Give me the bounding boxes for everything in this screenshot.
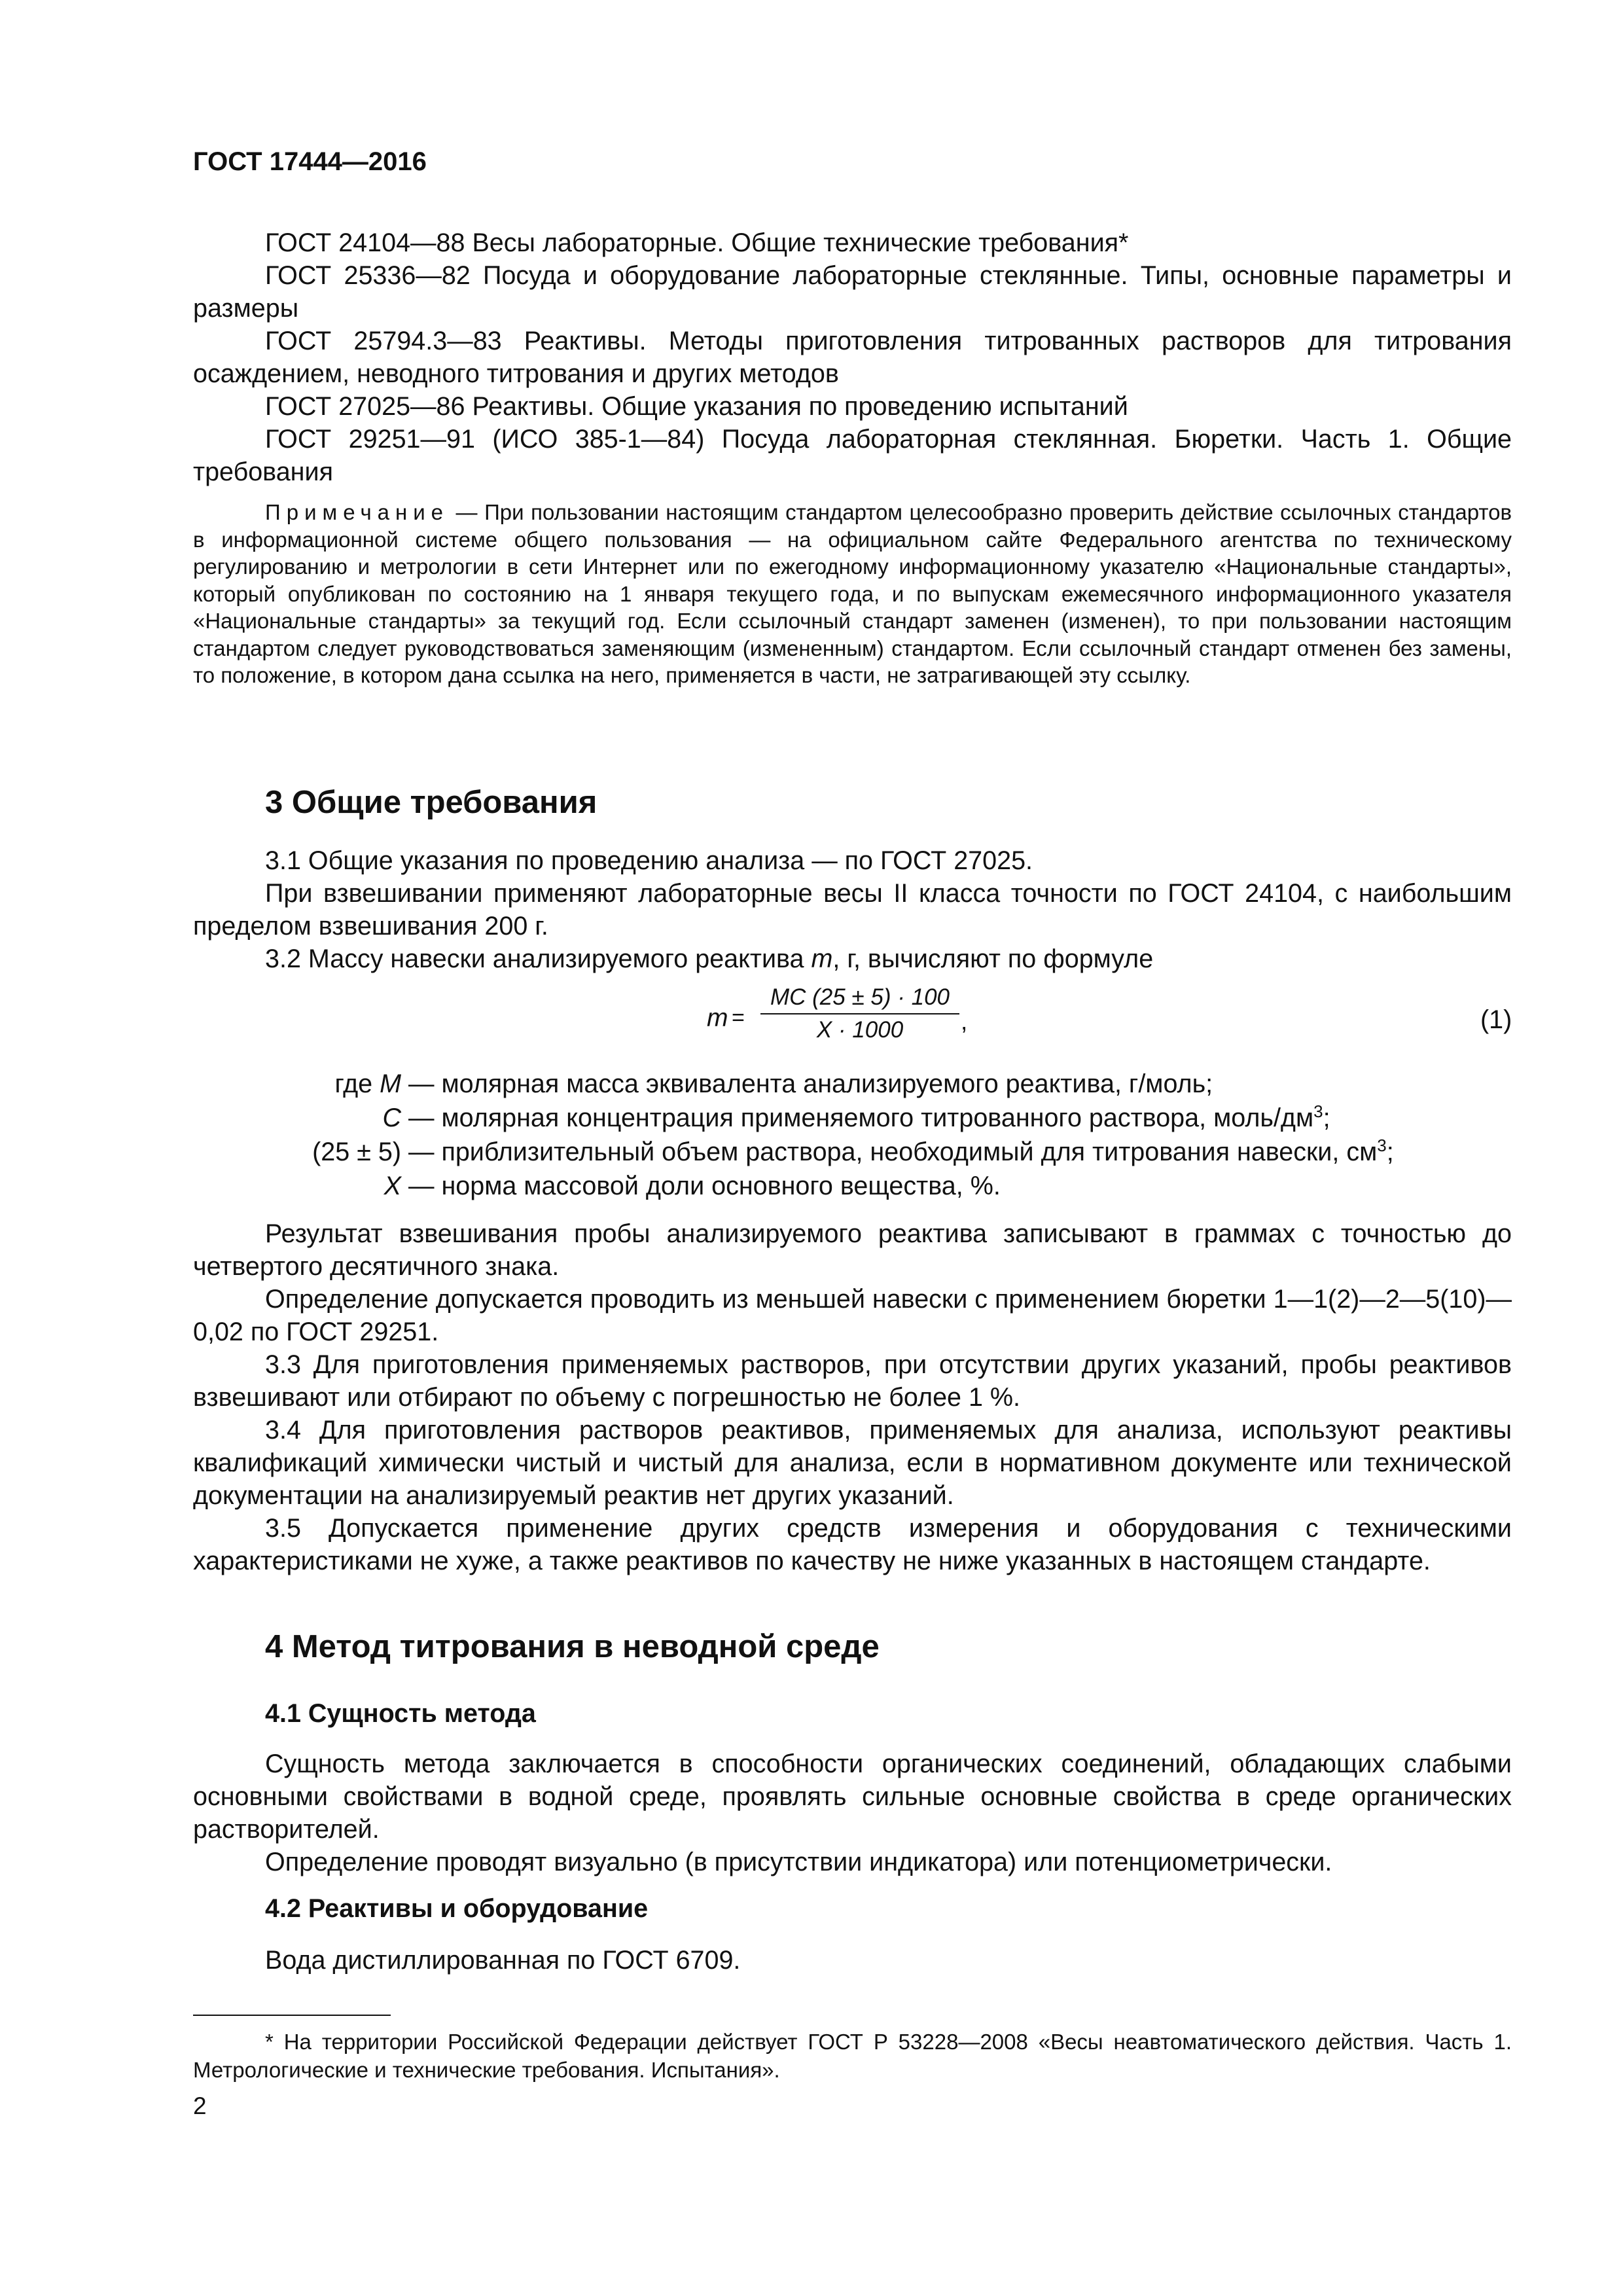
formula-1: [0, 982, 1623, 1060]
paragraph: Определение проводят визуально (в присутствии индикатора) или потенциометрически.: [265, 1848, 1332, 1876]
document-header: ГОСТ 17444—2016: [193, 147, 427, 176]
formula-comma: ,: [961, 1008, 968, 1035]
paragraph: Определение допускается проводить из меньшей навески с применением бюретки 1—1(2)—2—5(10)—0,02 по ГОСТ 29251.: [193, 1285, 1512, 1346]
definition-key: (25 ± 5): [312, 1138, 401, 1166]
variable: m: [811, 944, 833, 973]
definition-text: — приблизительный объем раствора, необходимый для титрования навески, $см^3$;: [401, 1136, 1394, 1166]
definition-row: [193, 1067, 1512, 1101]
definition-row: [193, 1135, 1512, 1169]
formula-definitions: [193, 1067, 1512, 1203]
definition-text: — молярная масса эквивалента анализируемого реактива, г/моль;: [401, 1069, 1213, 1098]
paragraph: 3.1 Общие указания по проведению анализа — по ГОСТ 27025.: [265, 846, 1033, 875]
normative-references: [193, 226, 1512, 488]
reference-item: ГОСТ 25336—82 Посуда и оборудование лабораторные стеклянные. Типы, основные параметры и размеры: [193, 261, 1512, 323]
definition-key: X: [383, 1172, 401, 1200]
subsection-4-1-heading: 4.1 Сущность метода: [265, 1699, 536, 1728]
note: [193, 499, 1512, 689]
formula-fraction: [758, 982, 962, 1046]
paragraph-text: 3.2 Массу навески анализируемого реактива: [265, 944, 812, 973]
section-3-body: [193, 1217, 1512, 1577]
formula-lhs: m: [707, 1004, 728, 1032]
definition-row: [193, 1101, 1512, 1135]
section-4-1-body: [193, 1748, 1512, 1878]
reference-item: ГОСТ 29251—91 (ИСО 385-1—84) Посуда лабораторная стеклянная. Бюретки. Часть 1. Общие требования: [193, 425, 1512, 486]
formula-denominator: X · 1000: [816, 1017, 904, 1043]
footnote: * На территории Российской Федерации действует ГОСТ Р 53228—2008 «Весы неавтоматического действия. Часть 1. Метрологические и технические требования. Испытания».: [193, 2030, 1512, 2082]
paragraph: [193, 942, 1512, 975]
definition-text: — молярная концентрация применяемого титрованного раствора, моль/$дм^3$;: [401, 1102, 1330, 1132]
section-4-heading: 4 Метод титрования в неводной среде: [265, 1629, 880, 1664]
formula-numerator: MC (25 ± 5) · 100: [770, 984, 950, 1010]
formula-equals: =: [732, 1005, 745, 1030]
paragraph: 3.4 Для приготовления растворов реактивов, применяемых для анализа, используют реактивы квалификаций химически чистый и чистый для анализа, если в нормативном документе или технической документации на анализируемый реактив нет других указаний.: [193, 1416, 1512, 1510]
note-text: — При пользовании настоящим стандартом целесообразно проверить действие ссылочных стандартов в информационной системе общего пользования — на официальном сайте Федерального агентства по техническому регулированию и метрологии в сети Интернет или по ежегодному информационному указателю «Национальные стандарты», который опубликован по состоянию на 1 января текущего года, и по выпускам ежемесячного информационного указателя «Национальные стандарты» за текущий год. Если ссылочный стандарт заменен (изменен), то при пользовании настоящим стандартом следует руководствоваться заменяющим (измененным) стандартом. Если ссылочный стандарт отменен без замены, то положение, в котором дана ссылка на него, применяется в части, не затрагивающей эту ссылку.: [193, 500, 1512, 687]
paragraph: 3.3 Для приготовления применяемых растворов, при отсутствии других указаний, пробы реактивов взвешивают или отбирают по объему с погрешностью не более 1 %.: [193, 1350, 1512, 1412]
definition-key: C: [382, 1103, 401, 1132]
paragraph: Результат взвешивания пробы анализируемого реактива записывают в граммах с точностью до четвертого десятичного знака.: [193, 1219, 1512, 1281]
section-3-heading: 3 Общие требования: [265, 785, 597, 820]
paragraph-text: , г, вычисляют по формуле: [832, 944, 1154, 973]
formula-number: (1): [1480, 1005, 1512, 1034]
definition-row: [193, 1169, 1512, 1203]
footnote-rule: [193, 2015, 391, 2016]
page-number: 2: [193, 2092, 207, 2119]
definition-text: — норма массовой доли основного вещества, %.: [401, 1172, 1001, 1200]
section-4-2-body: [193, 1944, 1512, 1977]
note-label: Примечание: [265, 500, 450, 524]
paragraph: 3.5 Допускается применение других средств измерения и оборудования с техническими характеристиками не хуже, а также реактивов по качеству не ниже указанных в настоящем стандарте.: [193, 1514, 1512, 1575]
reference-item: ГОСТ 24104—88 Весы лабораторные. Общие технические требования*: [265, 228, 1129, 257]
subsection-4-2-heading: 4.2 Реактивы и оборудование: [265, 1894, 649, 1923]
definition-key: где M: [334, 1069, 401, 1098]
paragraph: Сущность метода заключается в способности органических соединений, обладающих слабыми основными свойствами в водной среде, проявлять сильные основные свойства в среде органических растворителей.: [193, 1749, 1512, 1844]
reference-item: ГОСТ 25794.3—83 Реактивы. Методы приготовления титрованных растворов для титрования осаждением, неводного титрования и других методов: [193, 327, 1512, 388]
section-3-intro: [193, 844, 1512, 975]
paragraph: При взвешивании применяют лабораторные весы II класса точности по ГОСТ 24104, с наибольшим пределом взвешивания 200 г.: [193, 879, 1512, 941]
paragraph: Вода дистиллированная по ГОСТ 6709.: [265, 1946, 741, 1975]
reference-item: ГОСТ 27025—86 Реактивы. Общие указания по проведению испытаний: [265, 392, 1128, 421]
